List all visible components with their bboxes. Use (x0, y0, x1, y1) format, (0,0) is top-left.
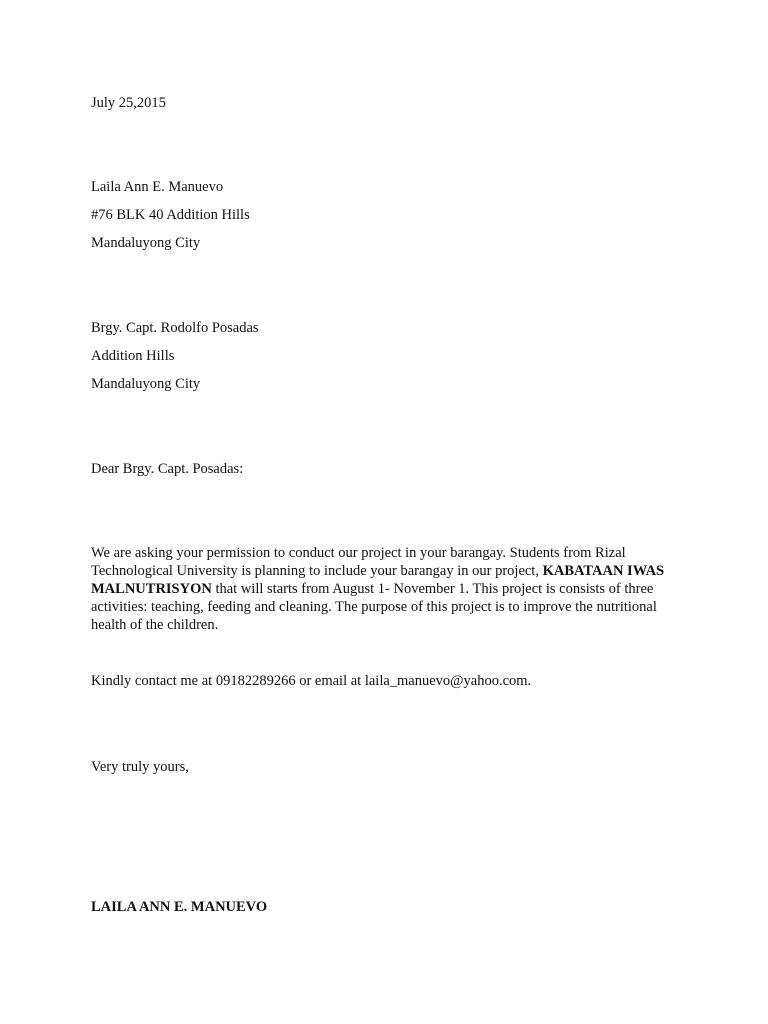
recipient-city: Mandaluyong City (91, 376, 201, 392)
recipient-address: Addition Hills (91, 348, 175, 364)
sender-address: #76 BLK 40 Addition Hills (91, 207, 250, 223)
salutation: Dear Brgy. Capt. Posadas: (91, 461, 244, 477)
closing: Very truly yours, (91, 759, 189, 775)
body-paragraph-2: Kindly contact me at 09182289266 or email at laila_manuevo@yahoo.com. (91, 673, 532, 689)
recipient-name: Brgy. Capt. Rodolfo Posadas (91, 320, 259, 336)
sender-city: Mandaluyong City (91, 235, 201, 251)
body-paragraph-1-text-end: that will starts from August 1- November 1. This project is consists of three activities: teaching, feeding and cleaning. The purpose of this project is to improve the nutritional health of the children. (91, 581, 657, 633)
sender-name: Laila Ann E. Manuevo (91, 179, 224, 195)
letter-date: July 25,2015 (91, 95, 166, 111)
project-name: KABATAAN IWAS MALNUTRISYON (91, 563, 665, 597)
body-paragraph-1-text-start: We are asking your permission to conduct our project in your barangay. Students from Rizal Technological University is planning to include your barangay in our project, (91, 545, 626, 579)
signature-name: LAILA ANN E. MANUEVO (91, 899, 268, 915)
body-paragraph-1 (91, 544, 671, 634)
